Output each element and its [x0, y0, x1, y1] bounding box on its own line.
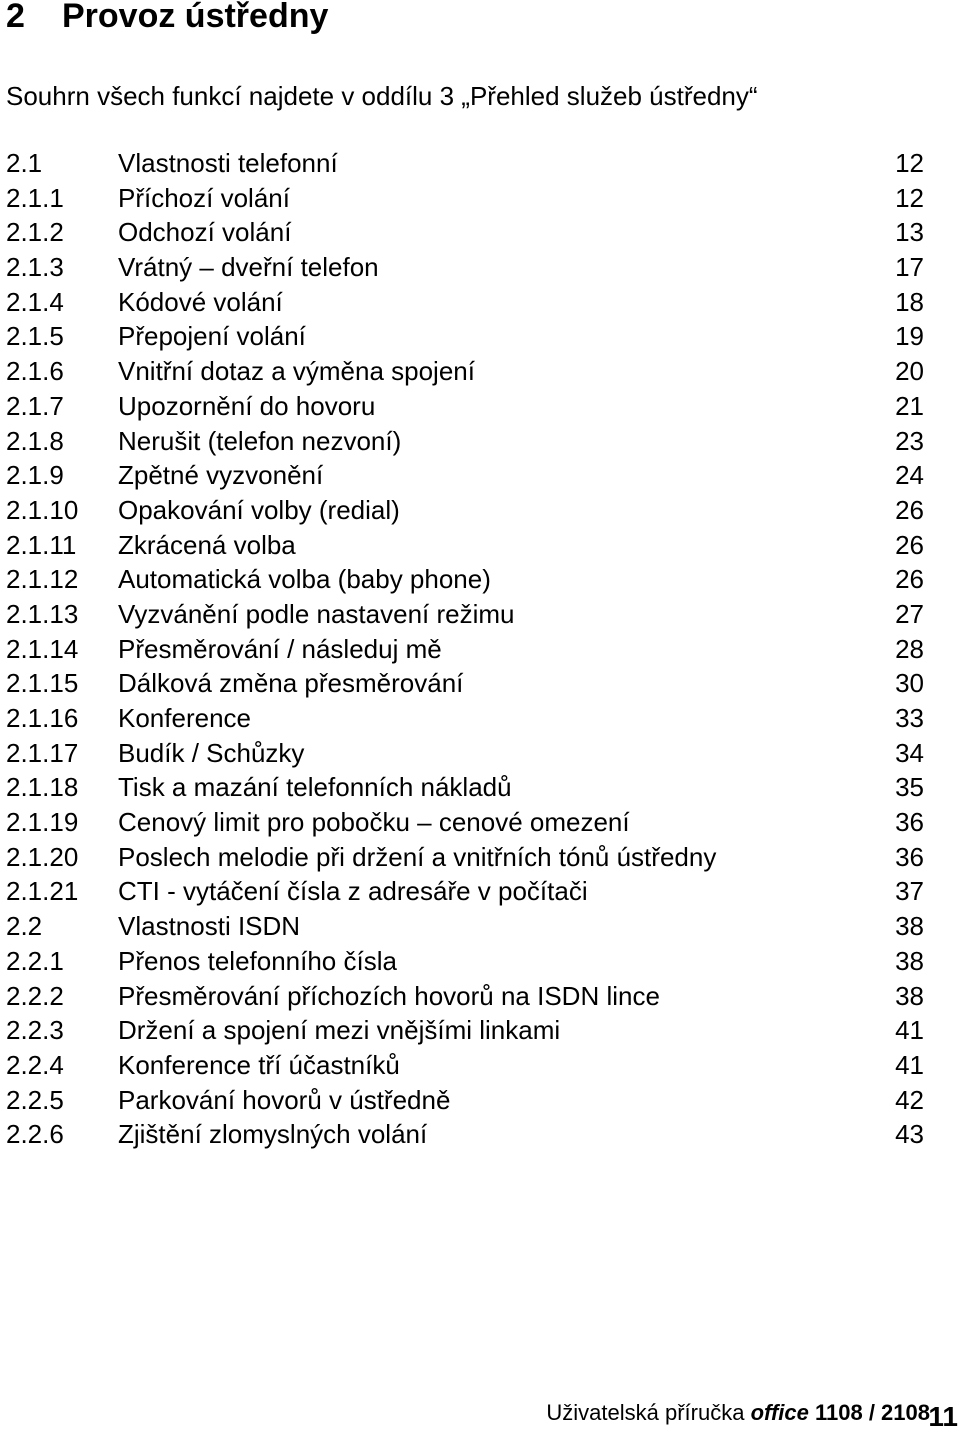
- toc-entry-number: 2.1.6: [6, 356, 64, 387]
- toc-entry-title: Opakování volby (redial): [118, 494, 400, 525]
- toc-entry-number: 2.2.4: [6, 1049, 64, 1080]
- toc-entry-number: 2.1.21: [6, 876, 79, 907]
- page-number: 11: [928, 1401, 958, 1432]
- toc-entry-page: 17: [895, 252, 924, 283]
- toc-entry-page: 30: [895, 668, 924, 699]
- toc-entry[interactable]: [6, 597, 924, 632]
- toc-entry[interactable]: [6, 528, 924, 563]
- toc-entry-title: Vlastnosti ISDN: [118, 911, 301, 942]
- toc-entry-page: 12: [895, 148, 924, 178]
- toc-entry[interactable]: [6, 1048, 924, 1083]
- toc-entry-title: Držení a spojení mezi vnějšími linkami: [118, 1015, 561, 1046]
- toc-entry-title: Poslech melodie při držení a vnitřních tónů ústředny: [118, 841, 717, 872]
- toc-entry-page: 43: [895, 1119, 924, 1150]
- toc-entry-title: Konference: [118, 703, 251, 733]
- manual-label: Uživatelská příručka: [546, 1400, 745, 1425]
- toc-entry-page: 13: [895, 217, 924, 248]
- toc-entry-title: Vrátný – dveřní telefon: [118, 252, 379, 283]
- toc-entry-number: 2.1.3: [6, 252, 64, 283]
- toc-entry-number: 2.1.19: [6, 807, 79, 838]
- toc-entry-page: 35: [895, 772, 924, 803]
- toc-entry-title: Vyzvánění podle nastavení režimu: [118, 598, 515, 629]
- toc-entry-title: Budík / Schůzky: [118, 737, 305, 768]
- toc-entry[interactable]: [6, 389, 924, 424]
- toc-entry[interactable]: [6, 146, 924, 181]
- toc-entry-number: 2.2.3: [6, 1015, 64, 1046]
- toc-entry-title: Přesměrování / následuj mě: [118, 633, 442, 664]
- chapter-heading: [6, 0, 328, 38]
- toc-entry-number: 2.1.8: [6, 425, 64, 456]
- toc-entry[interactable]: [6, 944, 924, 979]
- toc-entry-title: Cenový limit pro pobočku – cenové omezení: [118, 807, 630, 838]
- toc-entry-title: Zjištění zlomyslných volání: [118, 1119, 428, 1150]
- toc-entry-number: 2.1.9: [6, 460, 64, 491]
- toc-entry[interactable]: [6, 979, 924, 1014]
- toc-entry-page: 19: [895, 321, 924, 352]
- toc-entry-number: 2.1.20: [6, 841, 79, 872]
- toc-entry[interactable]: [6, 1013, 924, 1048]
- toc-entry-number: 2.1.13: [6, 598, 79, 629]
- toc-entry-number: 2.1.7: [6, 390, 64, 421]
- toc-entry-number: 2.2.5: [6, 1084, 64, 1115]
- toc-entry-title: Upozornění do hovoru: [118, 390, 376, 421]
- toc-entry[interactable]: [6, 770, 924, 805]
- product-name-italic: office: [750, 1400, 809, 1425]
- toc-entry[interactable]: [6, 250, 924, 285]
- toc-entry[interactable]: [6, 319, 924, 354]
- toc-entry-title: Zkrácená volba: [118, 529, 296, 560]
- toc-entry-number: 2.1.1: [6, 182, 64, 213]
- toc-entry-page: 41: [895, 1015, 924, 1046]
- toc-entry-page: 26: [895, 494, 924, 525]
- toc-entry-number: 2.1.18: [6, 772, 79, 803]
- page-footer: [546, 1398, 930, 1428]
- toc-entry-title: Přepojení volání: [118, 321, 306, 352]
- toc-entry[interactable]: [6, 1083, 924, 1118]
- toc-entry-number: 2.1.16: [6, 703, 79, 733]
- toc-entry-number: 2.1.11: [6, 529, 77, 560]
- toc-entry-number: 2.1.14: [6, 633, 79, 664]
- toc-entry-page: 28: [895, 633, 924, 664]
- toc-entry-number: 2.1: [6, 148, 43, 178]
- toc-entry-title: Nerušit (telefon nezvoní): [118, 425, 402, 456]
- toc-entry[interactable]: [6, 285, 924, 320]
- toc-entry-page: 18: [895, 286, 924, 317]
- toc-entry-page: 37: [895, 876, 924, 907]
- toc-entry[interactable]: [6, 493, 924, 528]
- toc-entry-title: Automatická volba (baby phone): [118, 564, 491, 595]
- toc-entry[interactable]: [6, 701, 924, 736]
- toc-entry-page: 23: [895, 425, 924, 456]
- toc-entry-page: 26: [895, 529, 924, 560]
- toc-entry[interactable]: [6, 840, 924, 875]
- toc-entry-page: 33: [895, 703, 924, 733]
- toc-entry[interactable]: [6, 458, 924, 493]
- toc-entry[interactable]: [6, 805, 924, 840]
- toc-entry[interactable]: [6, 632, 924, 667]
- toc-entry[interactable]: [6, 666, 924, 701]
- toc-entry-page: 21: [895, 390, 924, 421]
- toc-entry-page: 36: [895, 841, 924, 872]
- toc-entry-page: 38: [895, 980, 924, 1011]
- toc-entry-number: 2.1.17: [6, 737, 79, 768]
- toc-entry-number: 2.1.4: [6, 286, 64, 317]
- toc-entry-number: 2.1.2: [6, 217, 64, 248]
- toc-entry[interactable]: [6, 562, 924, 597]
- toc-entry-page: 12: [895, 182, 924, 213]
- chapter-number: 2: [6, 0, 25, 35]
- toc-entry-number: 2.1.15: [6, 668, 79, 699]
- toc-entry-number: 2.2.6: [6, 1119, 64, 1150]
- toc-entry-page: 42: [895, 1084, 924, 1115]
- toc-entry-number: 2.2.1: [6, 945, 64, 976]
- toc-entry-title: Příchozí volání: [118, 182, 290, 213]
- toc-entry-title: Zpětné vyzvonění: [118, 460, 324, 491]
- toc-entry-title: Dálková změna přesměrování: [118, 668, 464, 699]
- toc-entry-page: 34: [895, 737, 924, 768]
- toc-entry[interactable]: [6, 424, 924, 459]
- toc-entry-title: Vlastnosti telefonní: [118, 148, 338, 178]
- toc-entry-number: 2.1.10: [6, 494, 79, 525]
- toc-entry-number: 2.2.2: [6, 980, 64, 1011]
- table-of-contents: [6, 146, 924, 1152]
- toc-entry[interactable]: [6, 215, 924, 250]
- toc-entry-page: 20: [895, 356, 924, 387]
- toc-entry-title: Parkování hovorů v ústředně: [118, 1084, 451, 1115]
- toc-entry-page: 41: [895, 1049, 924, 1080]
- toc-entry-page: 26: [895, 564, 924, 595]
- toc-entry-page: 38: [895, 945, 924, 976]
- product-model: 1108 / 2108: [814, 1400, 930, 1425]
- toc-entry[interactable]: [6, 909, 924, 944]
- toc-entry[interactable]: [6, 181, 924, 216]
- toc-entry-page: 38: [895, 911, 924, 942]
- toc-entry[interactable]: [6, 874, 924, 909]
- toc-entry-title: CTI - vytáčení čísla z adresáře v počítači: [118, 876, 588, 907]
- toc-entry-number: 2.2: [6, 911, 43, 942]
- toc-entry-title: Vnitřní dotaz a výměna spojení: [118, 356, 475, 387]
- toc-entry[interactable]: [6, 1117, 924, 1152]
- toc-entry[interactable]: [6, 354, 924, 389]
- toc-entry-page: 27: [895, 598, 924, 629]
- toc-entry-page: 24: [895, 460, 924, 491]
- toc-entry-title: Tisk a mazání telefonních nákladů: [118, 772, 512, 803]
- toc-entry-title: Přesměrování příchozích hovorů na ISDN lince: [118, 980, 660, 1011]
- toc-entry-page: 36: [895, 807, 924, 838]
- toc-entry-number: 2.1.12: [6, 564, 79, 595]
- toc-entry[interactable]: [6, 736, 924, 771]
- toc-entry-title: Odchozí volání: [118, 217, 292, 248]
- chapter-title: Provoz ústředny: [62, 0, 329, 35]
- toc-entry-number: 2.1.5: [6, 321, 64, 352]
- toc-entry-title: Kódové volání: [118, 286, 283, 317]
- toc-entry-title: Přenos telefonního čísla: [118, 945, 397, 976]
- toc-entry-title: Konference tří účastníků: [118, 1049, 400, 1080]
- intro-paragraph: Souhrn všech funkcí najdete v oddílu 3 „Přehled služeb ústředny“: [6, 81, 758, 111]
